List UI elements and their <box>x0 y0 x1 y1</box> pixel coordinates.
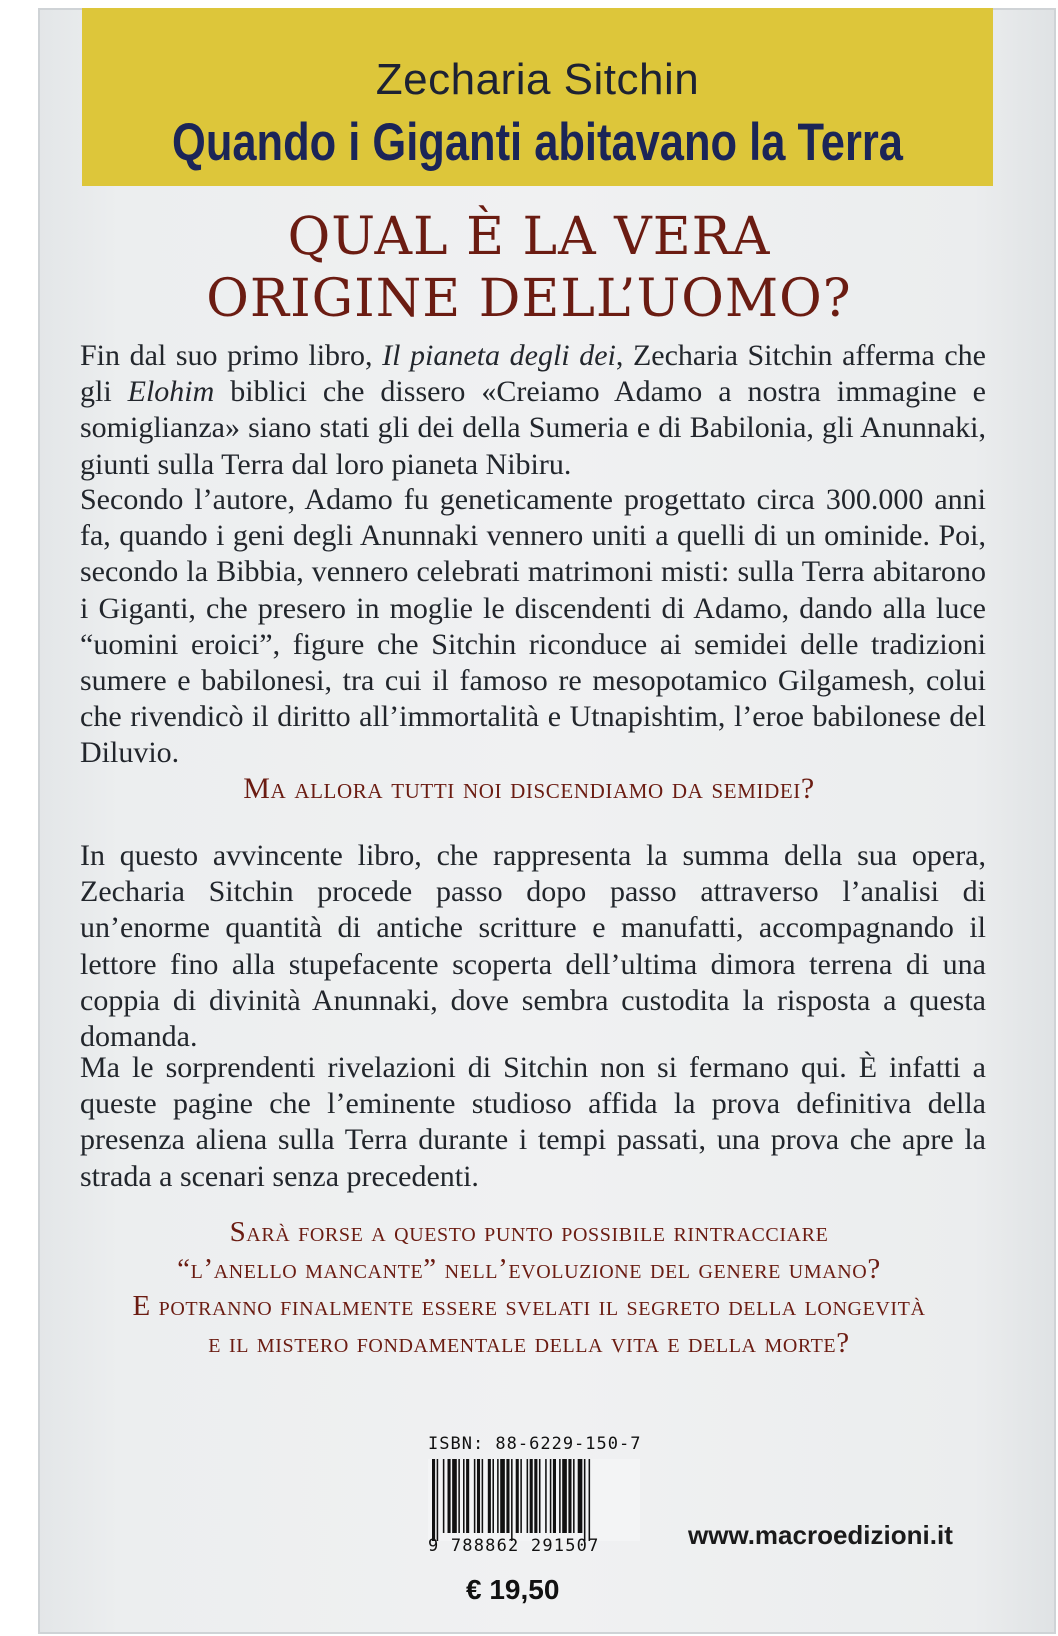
question-2-line-2: “l’anello mancante” nell’evoluzione del genere umano? <box>177 1253 881 1285</box>
question-2-line-3: E potranno finalmente essere svelati il segreto della longevità <box>132 1290 926 1322</box>
barcode-bar <box>506 1459 509 1533</box>
barcode-bar <box>500 1459 505 1533</box>
barcode-bar <box>463 1459 465 1533</box>
question-2-line-1: Sarà forse a questo punto possibile rintracciare <box>229 1216 829 1248</box>
barcode-bar <box>482 1459 484 1533</box>
price-label: € 19,50 <box>466 1574 560 1605</box>
barcode-bar <box>474 1459 476 1533</box>
barcode-bar <box>553 1459 556 1533</box>
ean-number: 9 788862 291507 <box>428 1536 600 1556</box>
barcode-bar <box>511 1459 513 1541</box>
barcode-bar <box>562 1459 567 1533</box>
barcode-bars <box>428 1459 640 1541</box>
barcode-bar <box>550 1459 552 1533</box>
referenced-book-title: Il pianeta degli dei <box>382 339 616 372</box>
question-1: Ma allora tutti noi discendiamo da semidei? <box>243 772 815 805</box>
paragraph-3-text: In questo avvincente libro, che rappresenta la summa della sua opera, Zecharia Sitchin procede passo dopo passo attraverso l’analisi di un’enorme quantità di antiche scritture e manufatti, accompagnando il lettore fino alla stupefacente scoperta dell’ultima dimora terrena di una coppia di divinità Anunnaki, dove sembra custodita la risposta a questa domanda. <box>80 839 986 1054</box>
elohim-term: Elohim <box>127 375 215 409</box>
barcode-bar <box>432 1459 435 1541</box>
barcode-bar <box>443 1459 445 1533</box>
barcode-bar <box>448 1459 451 1533</box>
barcode-bar <box>530 1459 533 1533</box>
paragraph-4-text: Ma le sorprendenti rivelazioni di Sitchin non si fermano qui. È infatti a queste pagine che l’eminente studioso affida la prova definitiva della presenza aliena sulla Terra durante i tempi passati, una prova che apre la strada a scenari senza precedenti. <box>80 1051 986 1193</box>
barcode-bar <box>520 1459 522 1533</box>
barcode-block <box>428 1434 644 1560</box>
barcode-bar <box>584 1459 586 1541</box>
barcode-bar <box>545 1459 547 1533</box>
barcode-bar <box>578 1459 583 1533</box>
barcode-bar <box>534 1459 537 1533</box>
barcode-bar <box>527 1459 529 1533</box>
barcode-bar <box>452 1459 457 1533</box>
barcode-bar <box>539 1459 541 1533</box>
headline-line-2: ORIGINE DELL’UOMO? <box>206 269 852 329</box>
paragraph-2-text: Secondo l’autore, Adamo fu geneticamente progettato circa 300.000 anni fa, quando i geni degli Anunnaki vennero uniti a quelli di un ominide. Poi, secondo la Bibbia, vennero celebrati matrimoni misti: sulla Terra abitarono i Giganti, che presero in moglie le discendenti di Adamo, dando alla luce “uomini eroici”, figure che Sitchin riconduce ai semidei delle tradizioni sumere e babilonesi, tra cui il famoso re mesopotamico Gilgamesh, colui che rivendicò il diritto all’immortalità e Utnapishtim, l’eroe babilonese del Diluvio. <box>80 483 986 770</box>
barcode-bar <box>516 1459 519 1533</box>
barcode-bar <box>589 1459 591 1541</box>
barcode-bar <box>492 1459 494 1533</box>
header-band <box>82 8 993 186</box>
barcode-bar <box>437 1459 439 1541</box>
paragraph-4 <box>80 1050 986 1195</box>
barcode-bar <box>497 1459 499 1533</box>
headline <box>0 206 1058 330</box>
paragraph-2 <box>80 482 986 772</box>
paragraph-1 <box>80 338 986 483</box>
book-title: Quando i Giganti abitavano la Terra <box>172 113 903 172</box>
barcode-bar <box>573 1459 575 1533</box>
question-2 <box>0 1214 1058 1362</box>
barcode-bar <box>488 1459 491 1533</box>
paragraph-1-part-2: , Zecharia Sitchin afferma che gli <box>80 339 987 409</box>
paragraph-1-part-1: Fin dal suo primo libro, <box>80 339 383 372</box>
barcode-bar <box>559 1459 561 1533</box>
isbn-label: ISBN: 88-6229-150-7 <box>428 1434 642 1454</box>
paragraph-3 <box>80 838 986 1055</box>
barcode-bar <box>477 1459 480 1533</box>
paragraph-1-part-3: biblici che dissero «Creiamo Adamo a nostra immagine e somiglianza» siano stati gli dei della Sumeria e di Babilonia, gli Anunnaki, giunti sulla Terra dal loro pianeta Nibiru. <box>80 375 987 481</box>
barcode-bar <box>466 1459 469 1533</box>
barcode-bar <box>568 1459 571 1533</box>
headline-line-1: QUAL È LA VERA <box>287 207 771 267</box>
barcode-bar <box>458 1459 460 1533</box>
publisher-website: www.macroedizioni.it <box>688 1520 953 1550</box>
author-name: Zecharia Sitchin <box>375 55 700 104</box>
question-2-line-4: e il mistero fondamentale della vita e della morte? <box>208 1327 850 1359</box>
